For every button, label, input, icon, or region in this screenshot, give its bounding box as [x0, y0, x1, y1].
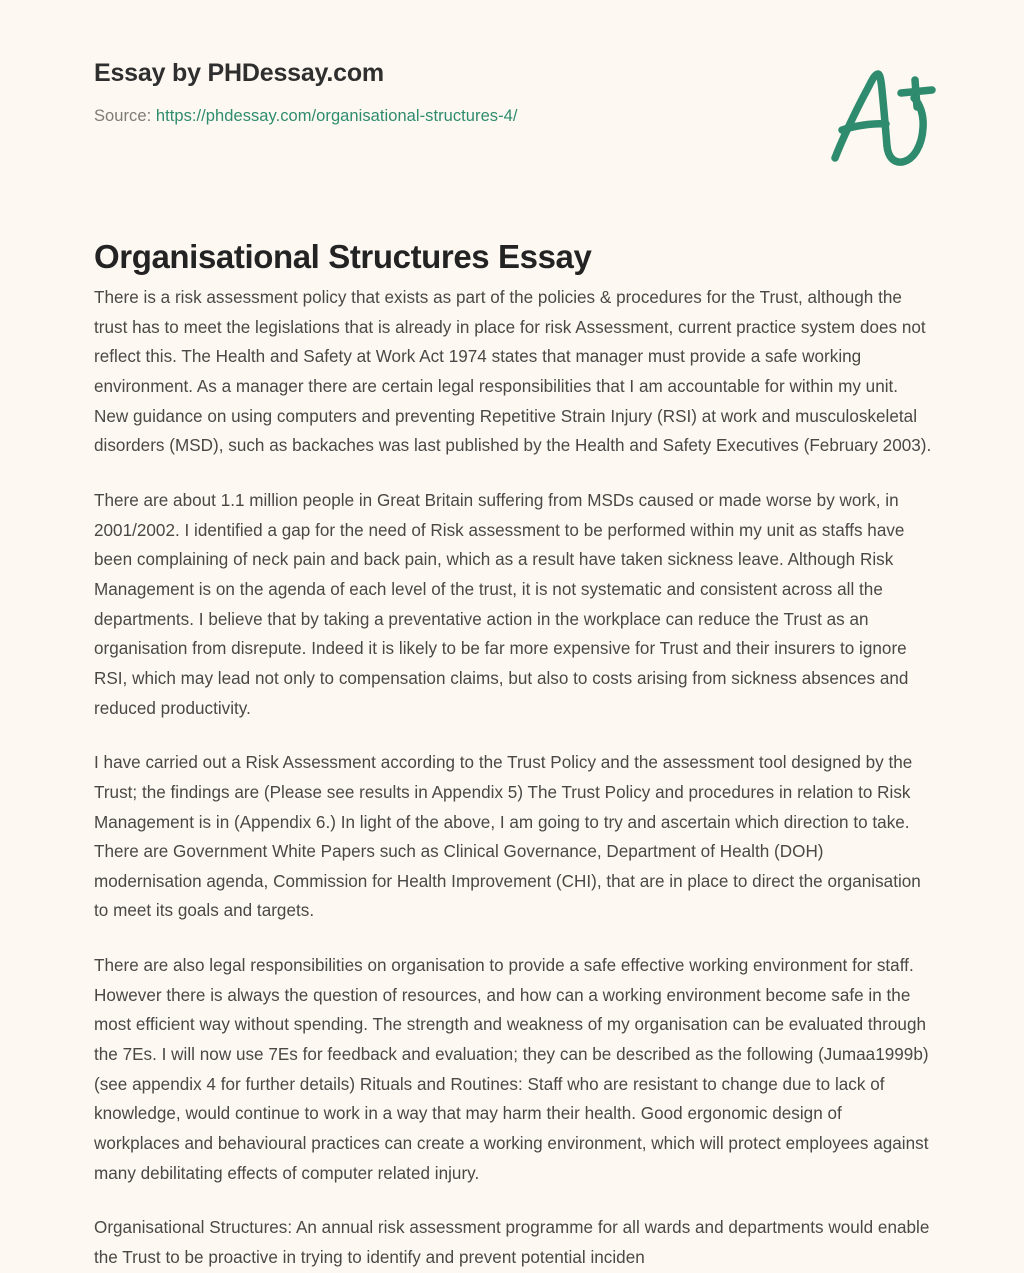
paragraph: There are also legal responsibilities on organisation to provide a safe effective working environment for staff. However there is always the question of resources, and how can a working environment become safe in the most efficient way without spending. The strength and weakness of my organisation can be evaluated through the 7Es. I will now use 7Es for feedback and evaluation; they can be described as the following (Jumaa1999b) (see appendix 4 for further details) Rituals and Routines: Staff who are resistant to change due to lack of knowledge, would continue to work in a way that may harm their health. Good ergonomic design of workplaces and behavioural practices can create a working environment, which will protect employees against many debilitating effects of computer related injury. [94, 956, 929, 1183]
paragraph: There are about 1.1 million people in Great Britain suffering from MSDs caused or made worse by work, in 2001/2002. I identified a gap for the need of Risk assessment to be performed within my unit as staffs have been complaining of neck pain and back pain, which as a result have taken sickness leave. Although Risk Management is on the agenda of each level of the trust, it is not systematic and consistent across all the departments. I believe that by taking a preventative action in the workplace can reduce the Trust as an organisation from disrepute. Indeed it is likely to be far more expensive for Trust and their insurers to ignore RSI, which may lead not only to compensation claims, but also to costs arising from sickness absences and reduced productivity. [94, 490, 909, 718]
essay-body [94, 283, 932, 1273]
paragraph: Organisational Structures: An annual risk assessment programme for all wards and departments would enable the Trust to be proactive in trying to identify and prevent potential inciden [94, 1218, 930, 1268]
paragraph: There is a risk assessment policy that exists as part of the policies & procedures for the Trust, although the trust has to meet the legislations that is already in place for risk Assessment, current practice system does not reflect this. The Health and Safety at Work Act 1974 states that manager must provide a safe working environment. As a manager there are certain legal responsibilities that I am accountable for within my unit. New guidance on using computers and preventing Repetitive Strain Injury (RSI) at work and musculoskeletal disorders (MSD), such as backaches was last published by the Health and Safety Executives (February 2003). [94, 288, 932, 456]
source-label: Source: [94, 107, 152, 125]
page-header [94, 58, 940, 178]
source-url-link[interactable]: https://phdessay.com/organisational-structures-4/ [155, 107, 518, 125]
paragraph: I have carried out a Risk Assessment according to the Trust Policy and the assessment tool designed by the Trust; the findings are (Please see results in Appendix 5) The Trust Policy and procedures in relation to Risk Management is in (Appendix 6.) In light of the above, I am going to try and ascertain which direction to take. There are Government White Papers such as Clinical Governance, Department of Health (DOH) modernisation agenda, Commission for Health Improvement (CHI), that are in place to direct the organisation to meet its goals and targets. [94, 753, 921, 921]
a-plus-logo-icon [822, 62, 940, 170]
brand-title: Essay by PHDessay.com [94, 59, 384, 87]
page-title: Organisational Structures Essay [94, 238, 592, 276]
source-line [94, 107, 940, 126]
